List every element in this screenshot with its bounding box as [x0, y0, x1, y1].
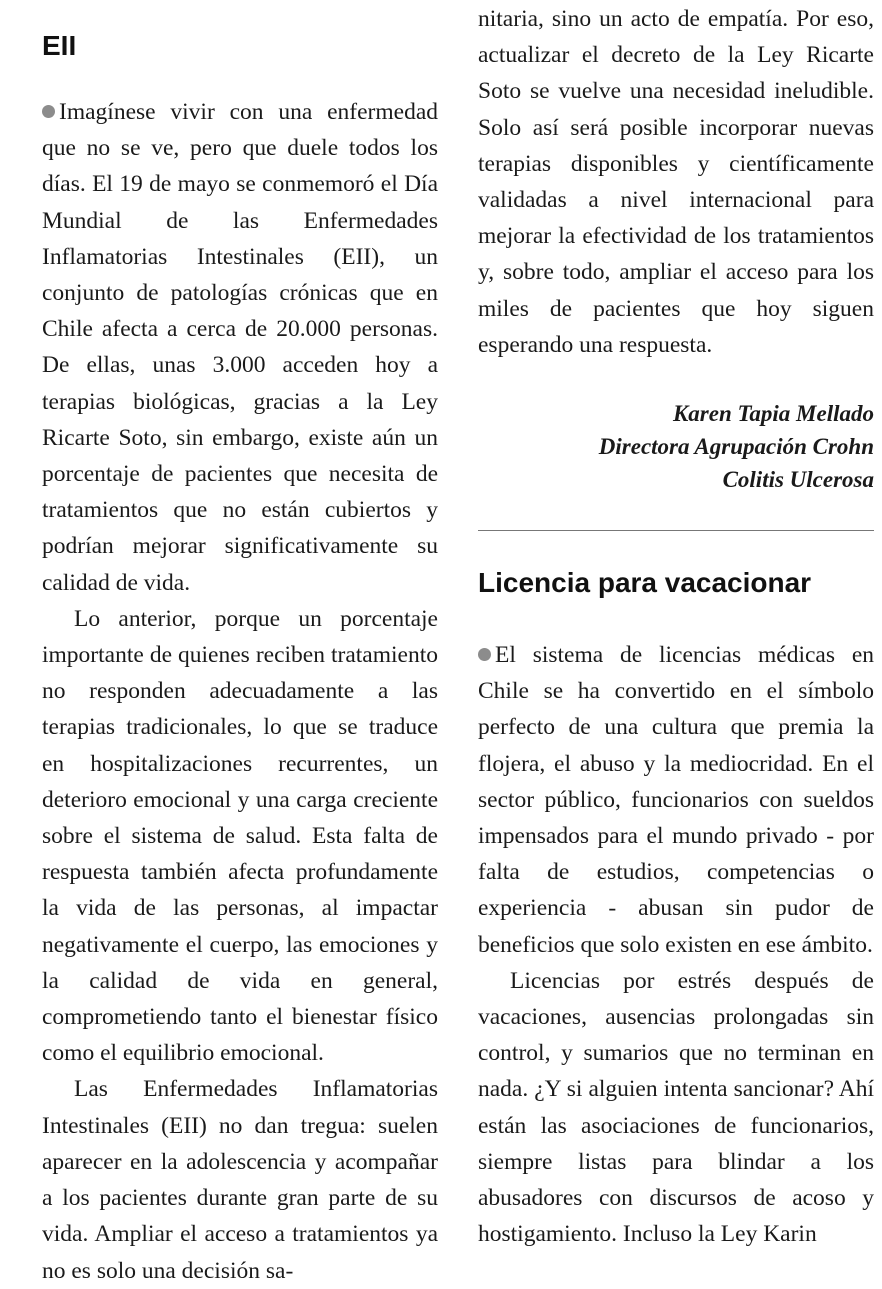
signature-org: Colitis Ulcerosa [722, 467, 874, 493]
right-column [478, 0, 874, 1252]
letter-heading-licencia: Licencia para vacacionar [478, 567, 812, 599]
letter-eii-paragraph-2: Lo anterior, porque un porcentaje importante de quienes reciben tratamiento no responden adecuadamente a las terapias tradicionales, lo que se traduce en hospitalizaciones recurrentes, un deterioro emocional y una carga creciente sobre el sistema de salud. Esta falta de respuesta también afecta profundamente la vida de las personas, al impactar negativamente el cuerpo, las emociones y la calidad de vida en general, comprometiendo tanto el bienestar físico como el equilibrio emocional. [42, 605, 438, 1067]
section-divider [478, 530, 874, 531]
letter-licencia-paragraph-2: Licencias por estrés después de vacaciones, ausencias prolongadas sin control, y sumarios que no terminan en nada. ¿Y si alguien intenta sancionar? Ahí están las asociaciones de funcionarios, siempre listas para blindar a los abusadores con discursos de acoso y hostigamiento. Incluso la Ley Karin [478, 967, 874, 1248]
left-column [42, 0, 438, 1289]
letter-eii-paragraph-3-start: Las Enfermedades Inflamatorias Intestinales (EII) no dan tregua: suelen aparecer en la adolescencia y acompañar a los pacientes durante gran parte de su vida. Ampliar el acceso a tratamientos ya no es solo una decisión sa- [42, 1076, 438, 1284]
signature-name: Karen Tapia Mellado [672, 401, 874, 427]
letter-eii-signature [478, 397, 874, 496]
letter-heading-eii: EII [42, 30, 77, 61]
letter-eii-paragraph-3-continued: nitaria, sino un acto de empatía. Por eso, actualizar el decreto de la Ley Ricarte Soto se vuelve una necesidad ineludible. Solo así será posible incorporar nuevas terapias disponibles y científicamente validadas a nivel internacional para mejorar la efectividad de los tratamientos y, sobre todo, ampliar el acceso para los miles de pacientes que hoy siguen esperando una respuesta. [478, 6, 874, 358]
bullet-icon [478, 648, 491, 661]
letter-licencia-paragraph-1: El sistema de licencias médicas en Chile se ha convertido en el símbolo perfecto de una cultura que premia la flojera, el abuso y la mediocridad. En el sector público, funcionarios con sueldos impensados para el mundo privado - por falta de estudios, competencias o experiencia - abusan sin pudor de beneficios que solo existen en ese ámbito. [478, 642, 874, 958]
signature-role: Directora Agrupación Crohn [598, 434, 874, 460]
bullet-icon [42, 105, 55, 118]
letter-eii-paragraph-1: Imagínese vivir con una enfermedad que no se ve, pero que duele todos los días. El 19 de mayo se conmemoró el Día Mundial de las Enfermedades Inflamatorias Intestinales (EII), un conjunto de patologías crónicas que en Chile afecta a cerca de 20.000 personas. De ellas, unas 3.000 acceden hoy a terapias biológicas, gracias a la Ley Ricarte Soto, sin embargo, existe aún un porcentaje de pacientes que necesita de tratamientos que no están cubiertos y podrían mejorar significativamente su calidad de vida. [42, 99, 438, 596]
